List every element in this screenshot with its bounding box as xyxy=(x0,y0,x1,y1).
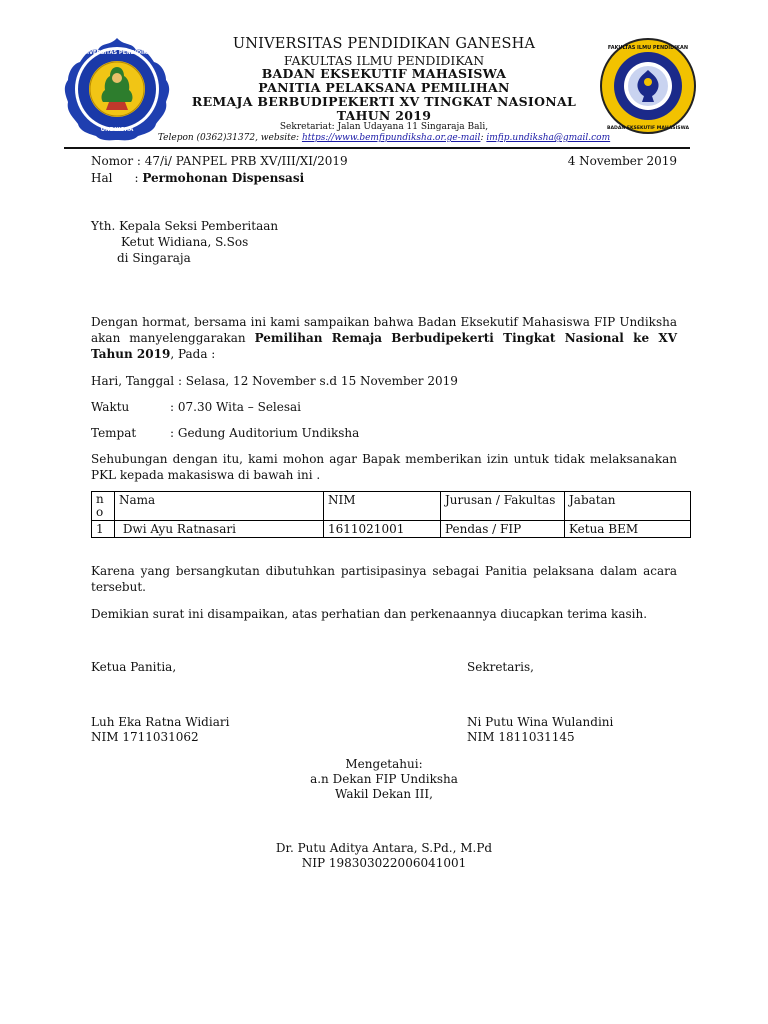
subject-separator: : xyxy=(134,171,143,185)
acknowledged-name: Dr. Putu Aditya Antara, S.Pd., M.Pd xyxy=(275,841,493,855)
event-time-value: : 07.30 Wita – Selesai xyxy=(170,400,302,414)
letterhead-event: REMAJA BERBUDIPEKERTI XV TINGKAT NASIONAL xyxy=(191,94,577,109)
signature-right-name: Ni Putu Wina Wulandini xyxy=(467,715,614,729)
website-link[interactable]: https://www.bemfipundiksha.or.ge-mail xyxy=(301,133,481,143)
paragraph-request: Sehubungan dengan itu, kami mohon agar Bapak memberikan izin untuk tidak melaksanakan PKL kepada makasiswa di bawah ini . xyxy=(91,452,677,482)
paragraph-reason: Karena yang bersangkutan dibutuhkan partisipasinya sebagai Panitia pelaksana dalam acara tersebut. xyxy=(91,564,677,594)
letter-subject xyxy=(91,170,304,186)
letterhead-faculty: FAKULTAS ILMU PENDIDIKAN xyxy=(283,53,485,68)
contact-separator: : xyxy=(480,133,487,143)
cell-nim: 1611021001 xyxy=(324,521,441,538)
letterhead-bem: BADAN EKSEKUTIF MAHASISWA xyxy=(261,66,507,81)
letterhead-contact xyxy=(0,133,768,143)
table-row xyxy=(92,521,691,538)
event-place-value: : Gedung Auditorium Undiksha xyxy=(170,426,360,440)
recipient-line-2: Ketut Widiana, S.Sos xyxy=(121,235,249,249)
svg-text:FAKULTAS ILMU PENDIDIKAN: FAKULTAS ILMU PENDIDIKAN xyxy=(607,45,689,51)
event-place-label: Tempat xyxy=(91,426,137,440)
event-name: Pemilihan Remaja Berbudipekerti Tingkat Nasional ke XV Tahun 2019 xyxy=(91,331,677,361)
header-no: n o xyxy=(92,492,115,521)
acknowledged-on-behalf: a.n Dekan FIP Undiksha xyxy=(310,772,458,786)
contact-phone: Telepon (0362)31372, website: xyxy=(157,133,302,143)
cell-position: Ketua BEM xyxy=(565,521,691,538)
letterhead-secretariat: Sekretariat: Jalan Udayana 11 Singaraja Bali, xyxy=(279,122,489,132)
letterhead-year: TAHUN 2019 xyxy=(336,108,432,123)
table-header-row xyxy=(92,492,691,521)
recipient-line-3: di Singaraja xyxy=(117,251,191,265)
letterhead-rule xyxy=(64,147,690,149)
paragraph-opening xyxy=(91,314,677,362)
signature-right-title: Sekretaris, xyxy=(467,660,534,674)
signature-left-name: Luh Eka Ratna Widiari xyxy=(91,715,230,729)
event-time-label: Waktu xyxy=(91,400,130,414)
subject-label: Hal xyxy=(91,171,113,185)
letter-number: Nomor : 47/i/ PANPEL PRB XV/III/XI/2019 xyxy=(91,154,348,168)
svg-text:BADAN EKSEKUTIF MAHASISWA: BADAN EKSEKUTIF MAHASISWA xyxy=(606,126,690,131)
subject-value: Permohonan Dispensasi xyxy=(142,171,305,185)
letterhead-committee: PANITIA PELAKSANA PEMILIHAN xyxy=(258,80,510,95)
opening-tail: , Pada : xyxy=(170,347,216,361)
header-department: Jurusan / Fakultas xyxy=(441,492,565,521)
svg-text:UNIVERSITAS PENDIDIKAN: UNIVERSITAS PENDIDIKAN xyxy=(78,50,156,56)
recipient-line-1: Yth. Kepala Seksi Pemberitaan xyxy=(91,219,279,233)
signature-left-title: Ketua Panitia, xyxy=(91,660,177,674)
header-name: Nama xyxy=(115,492,324,521)
acknowledged-role: Wakil Dekan III, xyxy=(335,787,433,801)
acknowledged-nip: NIP 198303022006041001 xyxy=(301,856,467,870)
header-nim: NIM xyxy=(324,492,441,521)
signature-left-nim: NIM 1711031062 xyxy=(91,730,199,744)
letterhead-university: UNIVERSITAS PENDIDIKAN GANESHA xyxy=(232,36,536,52)
acknowledged-label: Mengetahui: xyxy=(345,757,423,771)
event-date: Hari, Tanggal : Selasa, 12 November s.d 15 November 2019 xyxy=(91,374,458,388)
cell-name: Dwi Ayu Ratnasari xyxy=(115,521,324,538)
signature-right-nim: NIM 1811031145 xyxy=(467,730,575,744)
letter-date: 4 November 2019 xyxy=(567,154,677,168)
svg-text:UNDIKSHA: UNDIKSHA xyxy=(100,127,134,133)
cell-department: Pendas / FIP xyxy=(441,521,565,538)
header-position: Jabatan xyxy=(565,492,691,521)
opening-text: Dengan hormat, bersama ini kami sampaikan bahwa Badan Eksekutif Mahasiswa FIP Undiksha akan manyelenggarakan xyxy=(91,315,677,345)
cell-no: 1 xyxy=(92,521,115,538)
email-link[interactable]: imfip.undiksha@gmail.com xyxy=(486,133,611,143)
paragraph-closing: Demikian surat ini disampaikan, atas perhatian dan perkenaannya diucapkan terima kasih. xyxy=(91,607,648,621)
student-table xyxy=(91,491,691,538)
